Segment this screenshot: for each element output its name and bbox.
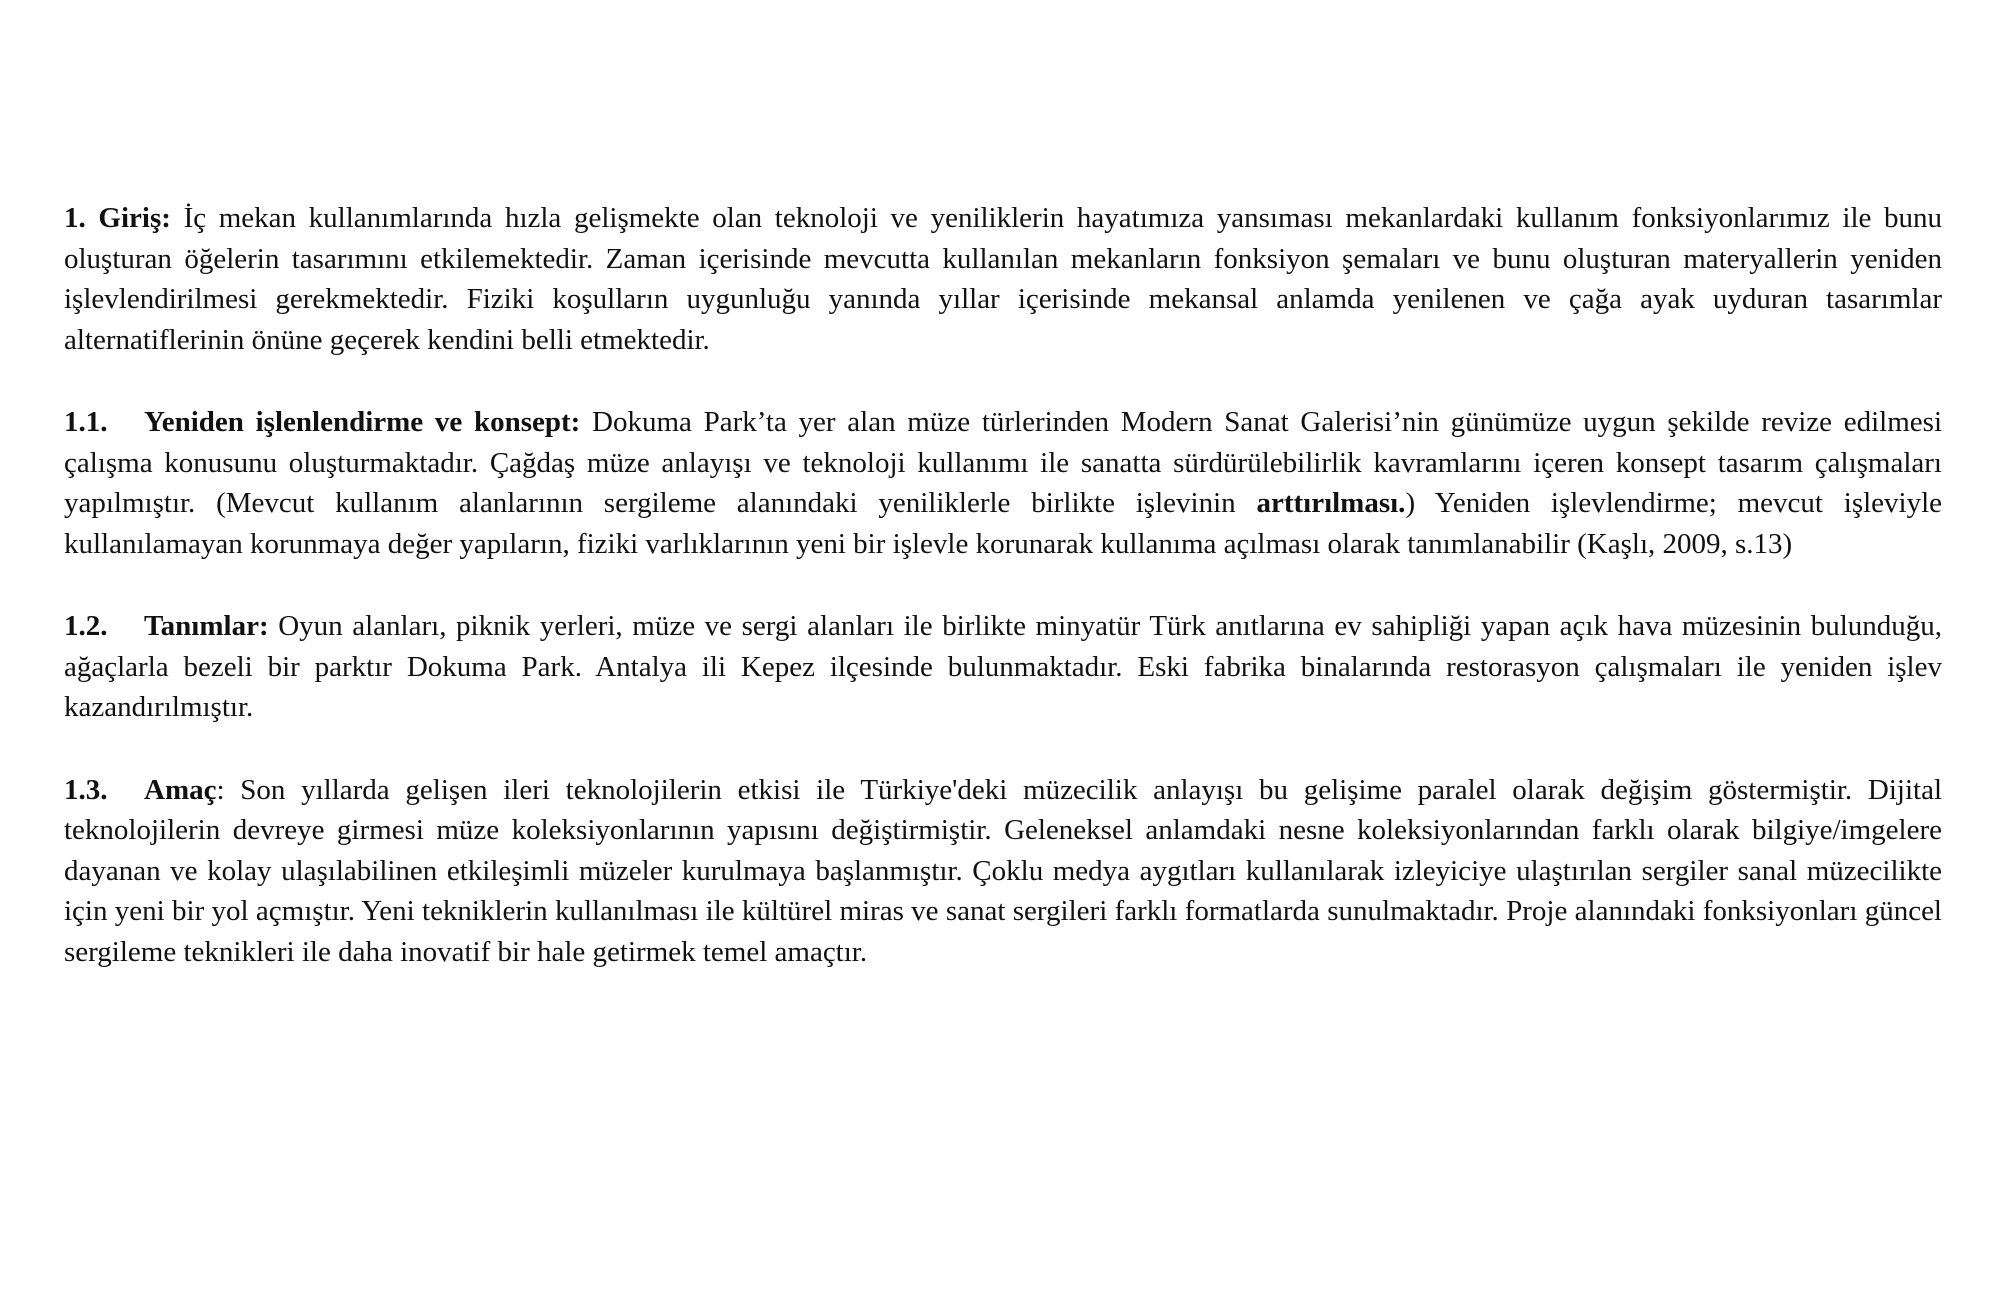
section-text: Oyun alanları, piknik yerleri, müze ve sergi alanları ile birlikte minyatür Türk anıtlarına ev sahipliği yapan açık hava müzesinin bulunduğu, ağaçlarla bezeli bir parktır Dokuma Park. Antalya ili Kepez ilçesinde bulunmaktadır. Eski fabrika binalarında restorasyon çalışmaları ile yeniden işlev kazandırılmıştır. [64, 610, 1943, 723]
section-number: 1.1. [64, 406, 108, 438]
section-number: 1.2. [64, 610, 108, 642]
section-heading: Yeniden işlenlendirme ve konsept: [144, 406, 581, 438]
section-number: 1.3. [64, 773, 108, 806]
section-text-continued: ) Yeniden işlevlendirme; mevcut işleviyle kullanılamayan korunmaya değer yapıların, fiziki varlıklarının yeni bir işlevle korunarak kullanıma açılması olarak tanımlanabilir (Kaşlı, 2009, s.13) [64, 487, 1943, 560]
section-yeniden-islevlendirme [64, 402, 1942, 564]
section-number: 1. [64, 202, 86, 234]
section-tanimlar [64, 606, 1942, 728]
section-bold-word: arttırılması. [1256, 487, 1406, 519]
section-amac [64, 770, 1942, 973]
section-giris [64, 198, 1942, 360]
section-heading: Tanımlar: [144, 610, 269, 642]
section-heading: Giriş: [98, 202, 171, 234]
section-text: İç mekan kullanımlarında hızla gelişmekte olan teknoloji ve yeniliklerin hayatımıza yansıması mekanlardaki kullanım fonksiyonlarımız ile bunu oluşturan öğelerin tasarımını etkilemektedir. Zaman içerisinde mevcutta kullanılan mekanların fonksiyon şemaları ve bunu oluşturan materyallerin yeniden işlevlendirilmesi gerekmektedir. Fiziki koşulların uygunluğu yanında yıllar içerisinde mekansal anlamda yenilenen ve çağa ayak uyduran tasarımlar alternatiflerinin önüne geçerek kendini belli etmektedir. [64, 202, 1943, 356]
section-text: : Son yıllarda gelişen ileri teknolojilerin etkisi ile Türkiye'deki müzecilik anlayışı bu gelişime paralel olarak değişim göstermiştir. Dijital teknolojilerin devreye girmesi müze koleksiyonlarının yapısını değiştirmiştir. Geleneksel anlamdaki nesne koleksiyonlarından farklı olarak bilgiye/imgelere dayanan ve kolay ulaşılabilinen etkileşimli müzeler kurulmaya başlanmıştır. Çoklu medya aygıtları kullanılarak izleyiciye ulaştırılan sergiler sanal müzecilikte için yeni bir yol açmıştır. Yeni tekniklerin kullanılması ile kültürel miras ve sanat sergileri farklı formatlarda sunulmaktadır. Proje alanındaki fonksiyonları güncel sergileme teknikleri ile daha inovatif bir hale getirmek temel amaçtır. [64, 773, 1942, 968]
section-heading: Amaç [144, 773, 217, 806]
document-page [64, 198, 1942, 1014]
section-text: Dokuma Park’ta yer alan müze türlerinden Modern Sanat Galerisi’nin günümüze uygun şekilde revize edilmesi çalışma konusunu oluşturmaktadır. Çağdaş müze anlayışı ve teknoloji kullanımı ile sanatta sürdürülebilirlik kavramlarını içeren konsept tasarım çalışmaları yapılmıştır. (Mevcut kullanım alanlarının sergileme alanındaki yeniliklerle birlikte işlevinin [64, 406, 1943, 519]
